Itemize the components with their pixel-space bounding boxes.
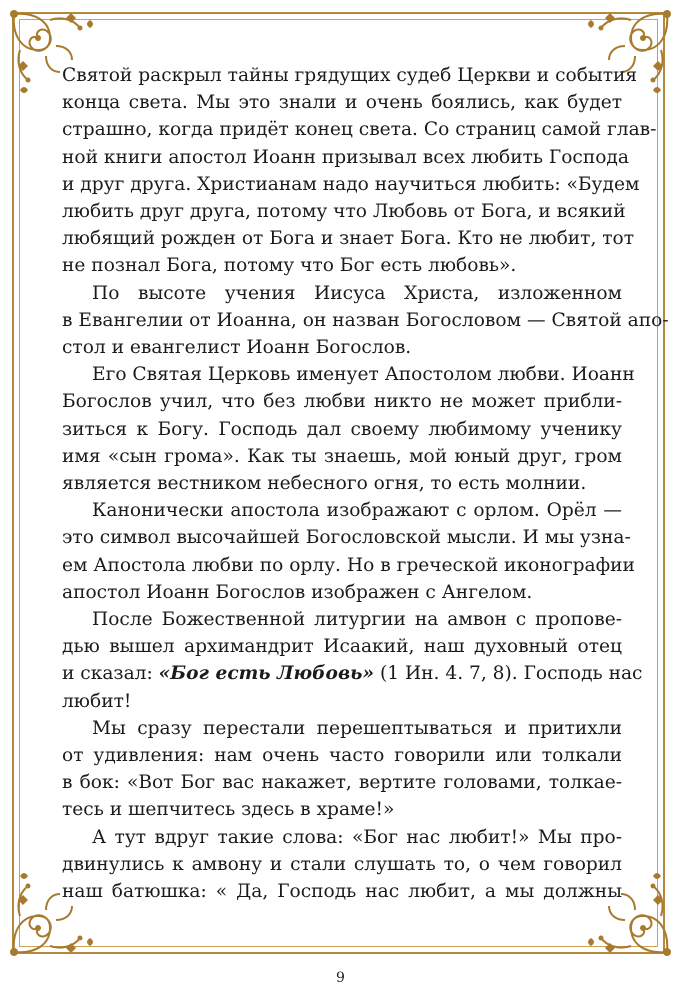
text-line: имя «сын грома». Как ты знаешь, мой юный друг, гром bbox=[62, 445, 622, 467]
text-line-with-emphasis bbox=[62, 660, 643, 687]
text-line: является вестником небесного огня, то есть молнии. bbox=[62, 473, 587, 495]
text-line: это символ высочайшей Богословской мысли. И мы узна- bbox=[62, 527, 631, 549]
emphasis-quote: «Бог есть Любовь» bbox=[158, 663, 375, 685]
text-line: любит! bbox=[62, 690, 132, 712]
paragraph bbox=[62, 606, 643, 715]
paragraph bbox=[62, 280, 669, 362]
text-line: После Божественной литургии на амвон с пропове- bbox=[92, 609, 622, 631]
text-line: ем Апостола любви по орлу. Но в греческой иконографии bbox=[62, 554, 635, 576]
text-line: Святой раскрыл тайны грядущих судеб Церкви и события bbox=[62, 65, 638, 86]
paragraph bbox=[62, 361, 635, 497]
text-line: зиться к Богу. Господь дал своему любимому ученику bbox=[62, 418, 622, 440]
text-line: стол и евангелист Иоанн Богослов. bbox=[62, 337, 412, 359]
text-line: любящий рожден от Бога и знает Бога. Кто не любит, тот bbox=[62, 228, 635, 250]
text-line: наш батюшка: « Да, Господь нас любит, а мы должны bbox=[62, 881, 622, 903]
text-line: двинулись к амвону и стали слушать то, о чем говорил bbox=[62, 853, 622, 875]
text-line: ной книги апостол Иоанн призывал всех любить Господа bbox=[62, 146, 629, 168]
text-line: тесь и шепчитесь здесь в храме!» bbox=[62, 799, 395, 821]
text-line: в Евангелии от Иоанна, он назван Богословом — Святой апо- bbox=[62, 309, 669, 331]
text-line: любить друг друга, потому что Любовь от Бога, и всякий bbox=[62, 201, 626, 223]
text-line: Его Святая Церковь именует Апостолом любви. Иоанн bbox=[92, 364, 635, 386]
page-number: 9 bbox=[336, 970, 345, 986]
body-text bbox=[62, 62, 669, 905]
text-line: дью вышел архимандрит Исаакий, наш духовный отец bbox=[62, 636, 622, 658]
paragraph bbox=[62, 62, 657, 280]
text-segment: (1 Ин. 4. 7, 8). Господь нас bbox=[374, 663, 643, 685]
text-line: Мы сразу перестали перешептываться и притихли bbox=[92, 717, 622, 739]
text-line: страшно, когда придёт конец света. Со страниц самой глав- bbox=[62, 119, 657, 141]
text-line: не познал Бога, потому что Бог есть любовь». bbox=[62, 255, 517, 277]
text-line: Богослов учил, что без любви никто не может прибли- bbox=[62, 391, 622, 413]
paragraph bbox=[62, 497, 635, 606]
text-segment: и сказал: bbox=[62, 663, 159, 685]
text-line: и друг друга. Христианам надо научиться любить: «Будем bbox=[62, 173, 640, 195]
text-line: А тут вдруг такие слова: «Бог нас любит!» Мы про- bbox=[92, 826, 622, 848]
text-line: в бок: «Вот Бог вас накажет, вертите головами, толкае- bbox=[62, 772, 622, 794]
text-line: от удивления: нам очень часто говорили или толкали bbox=[62, 745, 622, 767]
paragraph bbox=[62, 824, 622, 906]
text-line: апостол Иоанн Богослов изображен с Ангелом. bbox=[62, 581, 533, 603]
paragraph bbox=[62, 715, 622, 824]
text-line: Канонически апостола изображают с орлом. Орёл — bbox=[92, 500, 622, 522]
text-line: По высоте учения Иисуса Христа, изложенном bbox=[92, 282, 622, 304]
text-line: конца света. Мы это знали и очень боялись, как будет bbox=[62, 92, 622, 114]
